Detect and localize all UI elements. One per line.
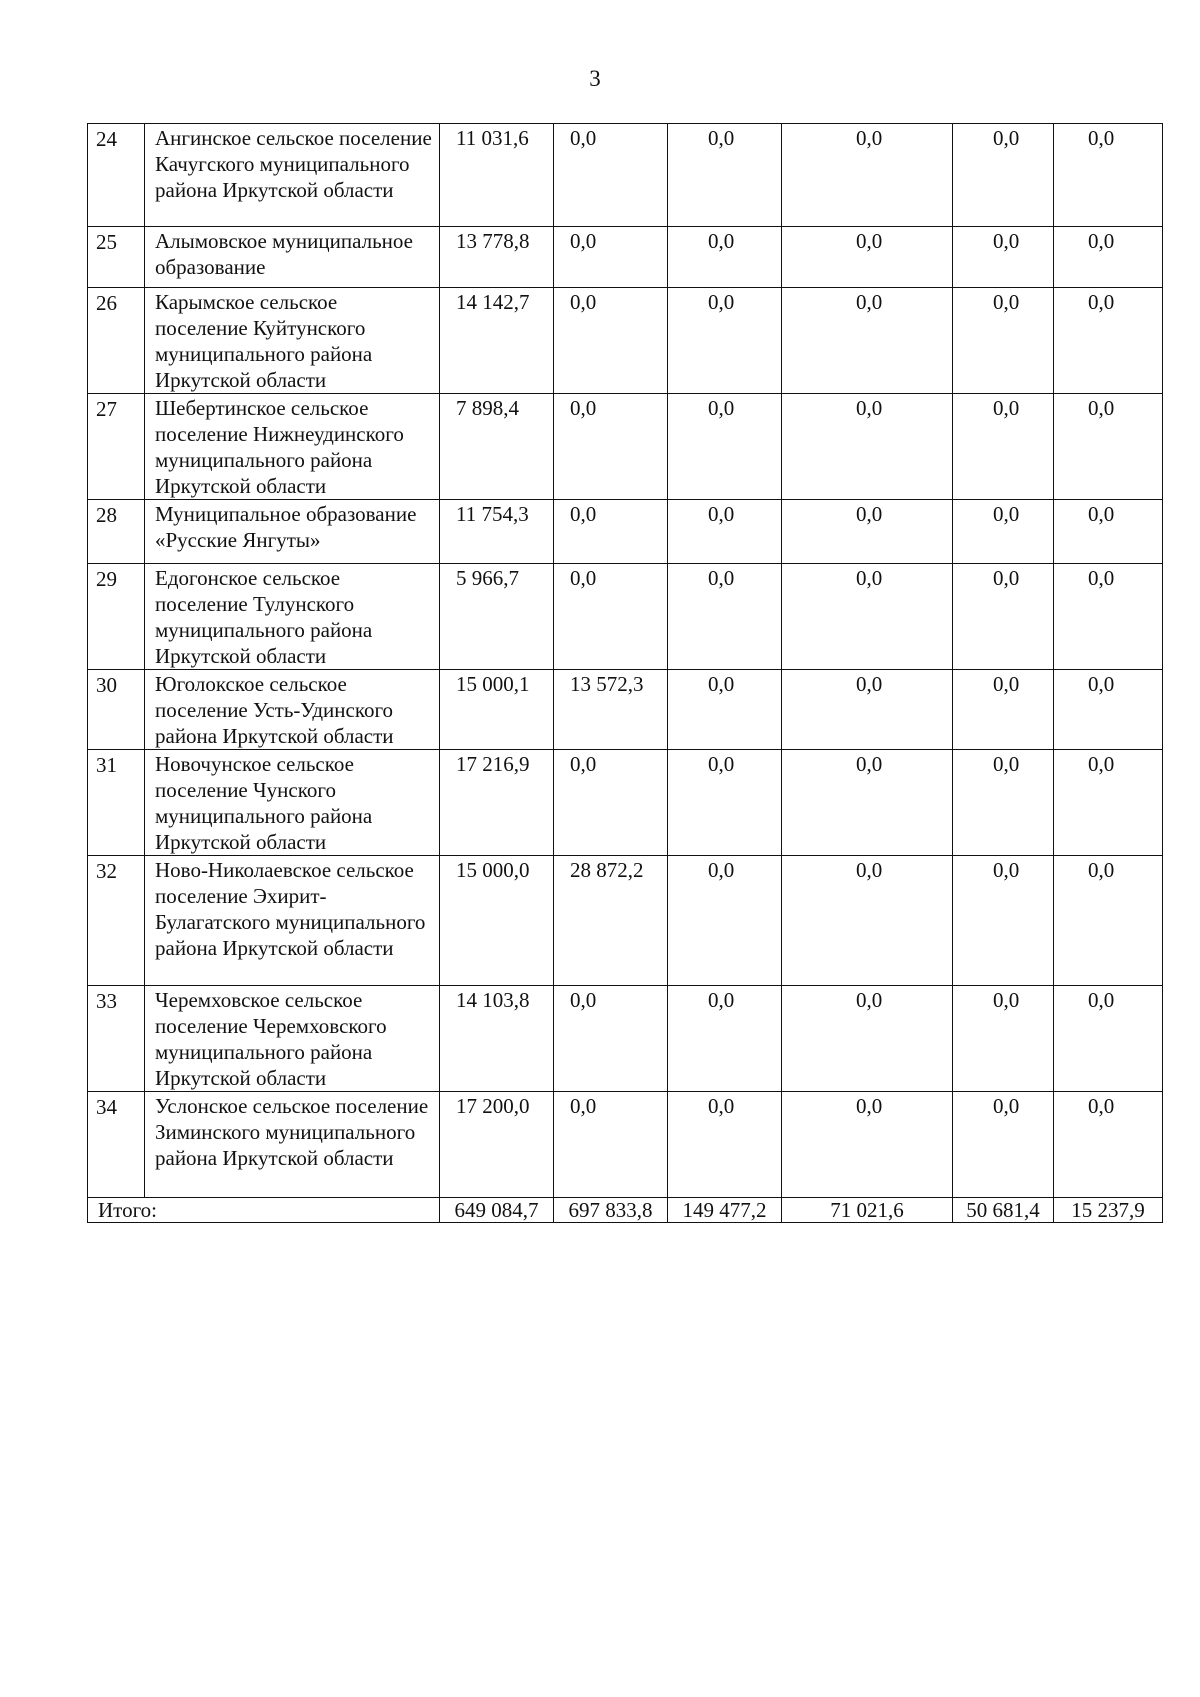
value-cell: 0,0 xyxy=(782,227,953,288)
budget-table xyxy=(87,123,1163,1223)
municipality-name: Услонское сельское поселение Зиминского муниципального района Иркутской области xyxy=(145,1092,440,1198)
value-cell: 0,0 xyxy=(668,394,782,500)
value-cell: 0,0 xyxy=(554,227,668,288)
value-cell: 0,0 xyxy=(1054,288,1163,394)
row-number: 28 xyxy=(88,500,145,564)
row-number: 25 xyxy=(88,227,145,288)
municipality-name: Карымское сельское поселение Куйтунского муниципального района Иркутской области xyxy=(145,288,440,394)
value-cell: 0,0 xyxy=(782,124,953,227)
table-row xyxy=(88,564,1163,670)
value-cell: 11 754,3 xyxy=(440,500,554,564)
value-cell: 0,0 xyxy=(953,564,1054,670)
value-cell: 0,0 xyxy=(1054,564,1163,670)
value-cell: 0,0 xyxy=(554,986,668,1092)
table-row xyxy=(88,288,1163,394)
value-cell: 0,0 xyxy=(554,1092,668,1198)
value-cell: 0,0 xyxy=(554,500,668,564)
value-cell: 0,0 xyxy=(953,124,1054,227)
value-cell: 0,0 xyxy=(953,394,1054,500)
total-value: 697 833,8 xyxy=(554,1198,668,1223)
value-cell: 14 103,8 xyxy=(440,986,554,1092)
table-row xyxy=(88,227,1163,288)
table-row xyxy=(88,856,1163,986)
value-cell: 0,0 xyxy=(782,856,953,986)
value-cell: 13 778,8 xyxy=(440,227,554,288)
value-cell: 0,0 xyxy=(668,1092,782,1198)
value-cell: 7 898,4 xyxy=(440,394,554,500)
value-cell: 0,0 xyxy=(668,856,782,986)
value-cell: 28 872,2 xyxy=(554,856,668,986)
value-cell: 0,0 xyxy=(782,750,953,856)
value-cell: 0,0 xyxy=(782,500,953,564)
row-number: 31 xyxy=(88,750,145,856)
table-body xyxy=(88,124,1163,1223)
total-value: 15 237,9 xyxy=(1054,1198,1163,1223)
value-cell: 0,0 xyxy=(668,670,782,750)
table-row xyxy=(88,670,1163,750)
value-cell: 0,0 xyxy=(554,564,668,670)
value-cell: 14 142,7 xyxy=(440,288,554,394)
value-cell: 0,0 xyxy=(1054,986,1163,1092)
value-cell: 17 200,0 xyxy=(440,1092,554,1198)
value-cell: 0,0 xyxy=(782,670,953,750)
value-cell: 0,0 xyxy=(554,750,668,856)
value-cell: 15 000,1 xyxy=(440,670,554,750)
value-cell: 11 031,6 xyxy=(440,124,554,227)
row-number: 34 xyxy=(88,1092,145,1198)
row-number: 24 xyxy=(88,124,145,227)
value-cell: 0,0 xyxy=(953,670,1054,750)
value-cell: 0,0 xyxy=(668,564,782,670)
value-cell: 13 572,3 xyxy=(554,670,668,750)
value-cell: 0,0 xyxy=(554,124,668,227)
table-row xyxy=(88,500,1163,564)
value-cell: 0,0 xyxy=(1054,124,1163,227)
value-cell: 0,0 xyxy=(668,750,782,856)
table-row xyxy=(88,1092,1163,1198)
municipality-name: Алымовское муниципальное образование xyxy=(145,227,440,288)
value-cell: 0,0 xyxy=(953,986,1054,1092)
row-number: 29 xyxy=(88,564,145,670)
total-value: 149 477,2 xyxy=(668,1198,782,1223)
value-cell: 17 216,9 xyxy=(440,750,554,856)
value-cell: 0,0 xyxy=(668,124,782,227)
value-cell: 0,0 xyxy=(1054,227,1163,288)
table-row xyxy=(88,750,1163,856)
municipality-name: Черемховское сельское поселение Черемховского муниципального района Иркутской области xyxy=(145,986,440,1092)
value-cell: 0,0 xyxy=(1054,394,1163,500)
value-cell: 0,0 xyxy=(953,500,1054,564)
value-cell: 0,0 xyxy=(668,500,782,564)
value-cell: 0,0 xyxy=(1054,856,1163,986)
value-cell: 0,0 xyxy=(782,1092,953,1198)
value-cell: 0,0 xyxy=(782,986,953,1092)
total-value: 50 681,4 xyxy=(953,1198,1054,1223)
row-number: 33 xyxy=(88,986,145,1092)
value-cell: 0,0 xyxy=(668,227,782,288)
total-label: Итого: xyxy=(88,1198,440,1223)
value-cell: 0,0 xyxy=(953,1092,1054,1198)
row-number: 26 xyxy=(88,288,145,394)
value-cell: 0,0 xyxy=(953,227,1054,288)
total-value: 649 084,7 xyxy=(440,1198,554,1223)
municipality-name: Юголокское сельское поселение Усть-Удинского района Иркутской области xyxy=(145,670,440,750)
value-cell: 5 966,7 xyxy=(440,564,554,670)
value-cell: 15 000,0 xyxy=(440,856,554,986)
value-cell: 0,0 xyxy=(782,564,953,670)
value-cell: 0,0 xyxy=(1054,670,1163,750)
value-cell: 0,0 xyxy=(1054,500,1163,564)
table-row xyxy=(88,394,1163,500)
value-cell: 0,0 xyxy=(953,750,1054,856)
row-number: 32 xyxy=(88,856,145,986)
total-row xyxy=(88,1198,1163,1223)
table-row xyxy=(88,986,1163,1092)
value-cell: 0,0 xyxy=(1054,1092,1163,1198)
value-cell: 0,0 xyxy=(668,288,782,394)
municipality-name: Муниципальное образование «Русские Янгуты» xyxy=(145,500,440,564)
value-cell: 0,0 xyxy=(953,856,1054,986)
row-number: 27 xyxy=(88,394,145,500)
municipality-name: Ангинское сельское поселение Качугского муниципального района Иркутской области xyxy=(145,124,440,227)
value-cell: 0,0 xyxy=(554,394,668,500)
page-number: 3 xyxy=(589,66,601,91)
row-number: 30 xyxy=(88,670,145,750)
municipality-name: Едогонское сельское поселение Тулунского муниципального района Иркутской области xyxy=(145,564,440,670)
value-cell: 0,0 xyxy=(782,394,953,500)
municipality-name: Ново-Николаевское сельское поселение Эхирит-Булагатского муниципального района Иркутской области xyxy=(145,856,440,986)
value-cell: 0,0 xyxy=(668,986,782,1092)
value-cell: 0,0 xyxy=(1054,750,1163,856)
table-row xyxy=(88,124,1163,227)
municipality-name: Новочунское сельское поселение Чунского муниципального района Иркутской области xyxy=(145,750,440,856)
municipality-name: Шебертинское сельское поселение Нижнеудинского муниципального района Иркутской области xyxy=(145,394,440,500)
value-cell: 0,0 xyxy=(782,288,953,394)
total-value: 71 021,6 xyxy=(782,1198,953,1223)
value-cell: 0,0 xyxy=(953,288,1054,394)
value-cell: 0,0 xyxy=(554,288,668,394)
